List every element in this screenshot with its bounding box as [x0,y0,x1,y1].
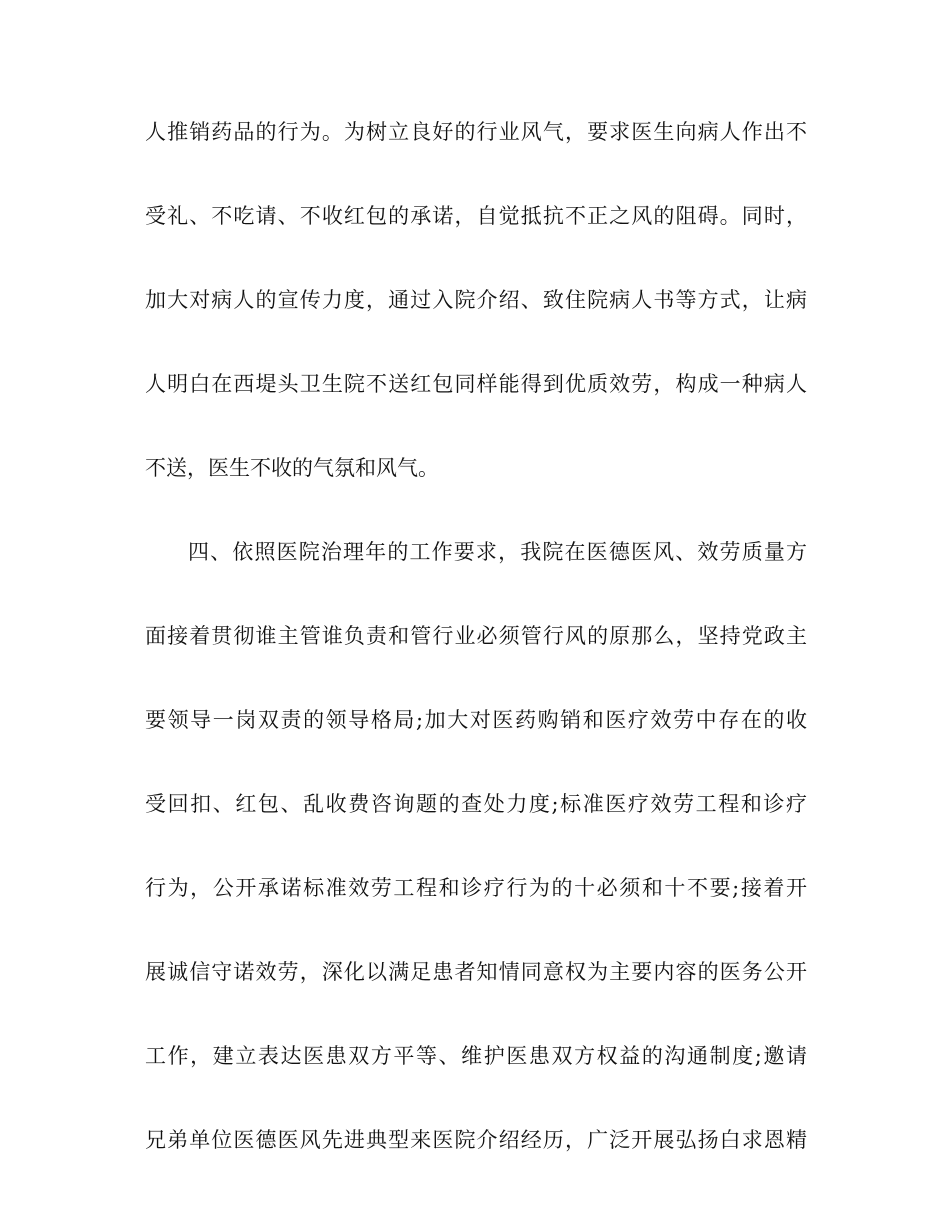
text-line: 受回扣、红包、乱收费咨询题的查处力度;标准医疗效劳工程和诊疗 [145,792,807,816]
text-line: 展诚信守诺效劳，深化以满足患者知情同意权为主要内容的医务公开 [145,960,807,984]
text-line: 行为，公开承诺标准效劳工程和诊疗行为的十必须和十不要;接着开 [145,876,807,900]
text-line: 人明白在西堤头卫生院不送红包同样能得到优质效劳，构成一种病人 [145,372,807,396]
text-line: 四、依照医院治理年的工作要求，我院在医德医风、效劳质量方 [188,540,807,564]
text-line: 要领导一岗双责的领导格局;加大对医药购销和医疗效劳中存在的收 [145,708,807,732]
text-line: 加大对病人的宣传力度，通过入院介绍、致住院病人书等方式，让病 [145,288,807,312]
text-line: 面接着贯彻谁主管谁负责和管行业必须管行风的原那么，坚持党政主 [145,624,807,648]
body-text [145,117,807,1209]
text-line: 受礼、不吃请、不收红包的承诺，自觉抵抗不正之风的阻碍。同时， [145,204,807,228]
text-line: 兄弟单位医德医风先进典型来医院介绍经历，广泛开展弘扬白求恩精 [145,1128,807,1152]
text-line: 工作，建立表达医患双方平等、维护医患双方权益的沟通制度;邀请 [145,1044,807,1068]
text-line: 不送，医生不收的气氛和风气。 [145,456,439,480]
text-line: 人推销药品的行为。为树立良好的行业风气，要求医生向病人作出不 [145,120,807,144]
